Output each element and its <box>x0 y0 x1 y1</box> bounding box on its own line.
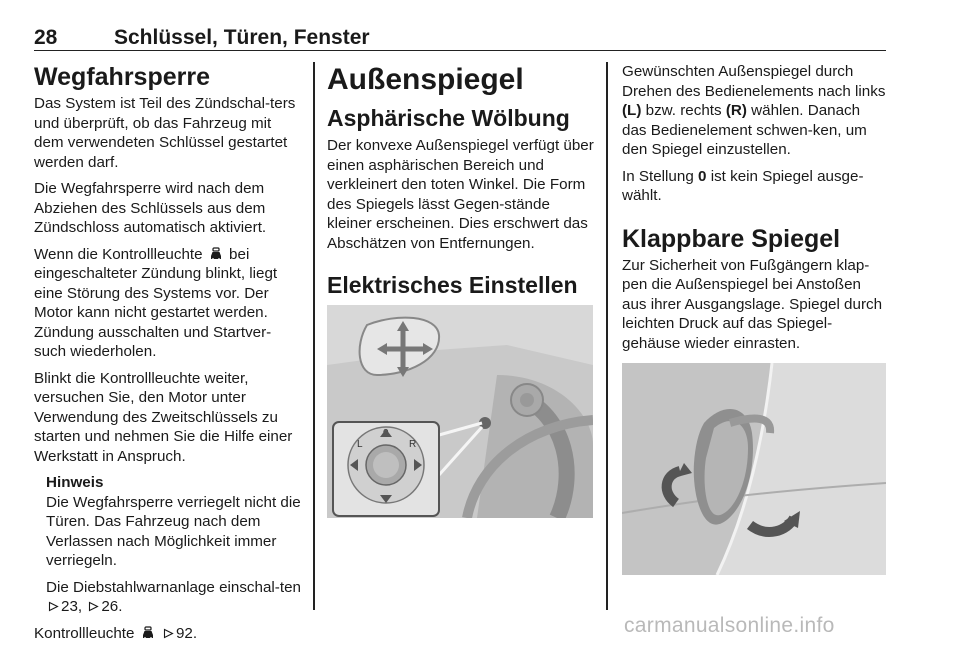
page-reference-icon[interactable] <box>48 601 59 612</box>
page-number: 28 <box>34 26 58 49</box>
paragraph: Der konvexe Außenspiegel verfügt über einen asphärischen Bereich und verkleinert den toten Winkel. Die Form des Spiegels lässt Gegen-stände kleiner erscheinen. Dies erschwert das Abschätzen von Entfernungen. <box>327 137 594 252</box>
column-mirror-details <box>622 62 888 575</box>
label-zero: 0 <box>698 167 707 185</box>
text: ist kein Spiegel ausge-wählt. <box>622 167 864 204</box>
page-reference-icon[interactable] <box>163 628 174 639</box>
watermark: carmanualsonline.info <box>624 614 835 637</box>
text: Kontrollleuchte <box>34 624 135 642</box>
text: wählen. Danach das Bedienelement schwen-ken, um den Spiegel einzustellen. <box>622 102 867 158</box>
knob-label-left: L <box>357 439 363 450</box>
text: bei eingeschalteter Zündung blinkt, liegt eine Störung des Systems vor. Der Motor kann nicht gestartet werden. Zündung ausschalten und Startver-such wiederholen. <box>34 245 278 360</box>
paragraph <box>34 624 302 644</box>
paragraph <box>622 62 888 160</box>
text: Gewünschten Außenspiegel durch Drehen des Bedienelements nach links <box>622 63 886 100</box>
column-mirrors <box>327 62 595 518</box>
folding-mirror-illustration <box>622 363 886 575</box>
page-reference[interactable]: 26. <box>101 598 123 615</box>
text: Die Diebstahlwarnanlage einschal-ten <box>46 578 301 596</box>
subheading-electric-adjust: Elektrisches Einstellen <box>327 272 578 298</box>
paragraph <box>34 245 302 362</box>
column-divider <box>606 62 608 610</box>
paragraph: Das System ist Teil des Zündschal-ters und überprüft, ob das Fahrzeug mit dem verwendeten Schlüssel gestartet werden darf. <box>34 95 296 171</box>
subheading-aspheric: Asphärische Wölbung <box>327 105 570 131</box>
paragraph: Die Wegfahrsperre wird nach dem Abziehen des Schlüssels aus dem Zündschloss automatisch aktiviert. <box>34 180 267 236</box>
column-immobilizer <box>34 62 302 650</box>
note-box <box>46 473 302 617</box>
text: bzw. rechts <box>645 102 722 119</box>
car-key-warning-icon <box>209 247 223 261</box>
paragraph: Zur Sicherheit von Fußgängern klap-pen die Außenspiegel bei Anstoßen aus ihrer Ausgangslage. Spiegel durch leichten Druck auf das Spiegel-gehäuse wieder einrasten. <box>622 256 883 352</box>
page-reference-icon[interactable] <box>88 601 99 612</box>
label-R: (R) <box>725 102 747 119</box>
section-heading-immobilizer: Wegfahrsperre <box>34 63 210 91</box>
note-paragraph <box>46 578 302 617</box>
label-L: (L) <box>622 102 642 119</box>
text: Wenn die Kontrollleuchte <box>34 245 203 263</box>
section-heading-mirrors: Außenspiegel <box>327 63 524 96</box>
column-divider <box>313 62 315 610</box>
note-paragraph: Die Wegfahrsperre verriegelt nicht die Türen. Das Fahrzeug nach dem Verlassen nach Möglichkeit immer verriegeln. <box>46 493 301 569</box>
page-header <box>34 26 886 51</box>
knob-label-right: R <box>409 439 417 450</box>
paragraph: Blinkt die Kontrollleuchte weiter, versuchen Sie, den Motor unter Verwendung des Zweitschlüssels zu starten und nehmen Sie die Hilfe einer Werkstatt in Anspruch. <box>34 369 293 465</box>
mirror-control-illustration <box>327 305 593 518</box>
car-key-warning-icon <box>141 626 155 640</box>
note-title: Hinweis <box>46 474 104 491</box>
text: In Stellung <box>622 167 694 185</box>
paragraph <box>622 167 888 206</box>
page-reference[interactable]: 92. <box>175 624 198 642</box>
running-title: Schlüssel, Türen, Fenster <box>114 26 370 49</box>
page-reference[interactable]: 23, <box>61 598 83 615</box>
section-heading-folding-mirrors: Klappbare Spiegel <box>622 224 841 253</box>
